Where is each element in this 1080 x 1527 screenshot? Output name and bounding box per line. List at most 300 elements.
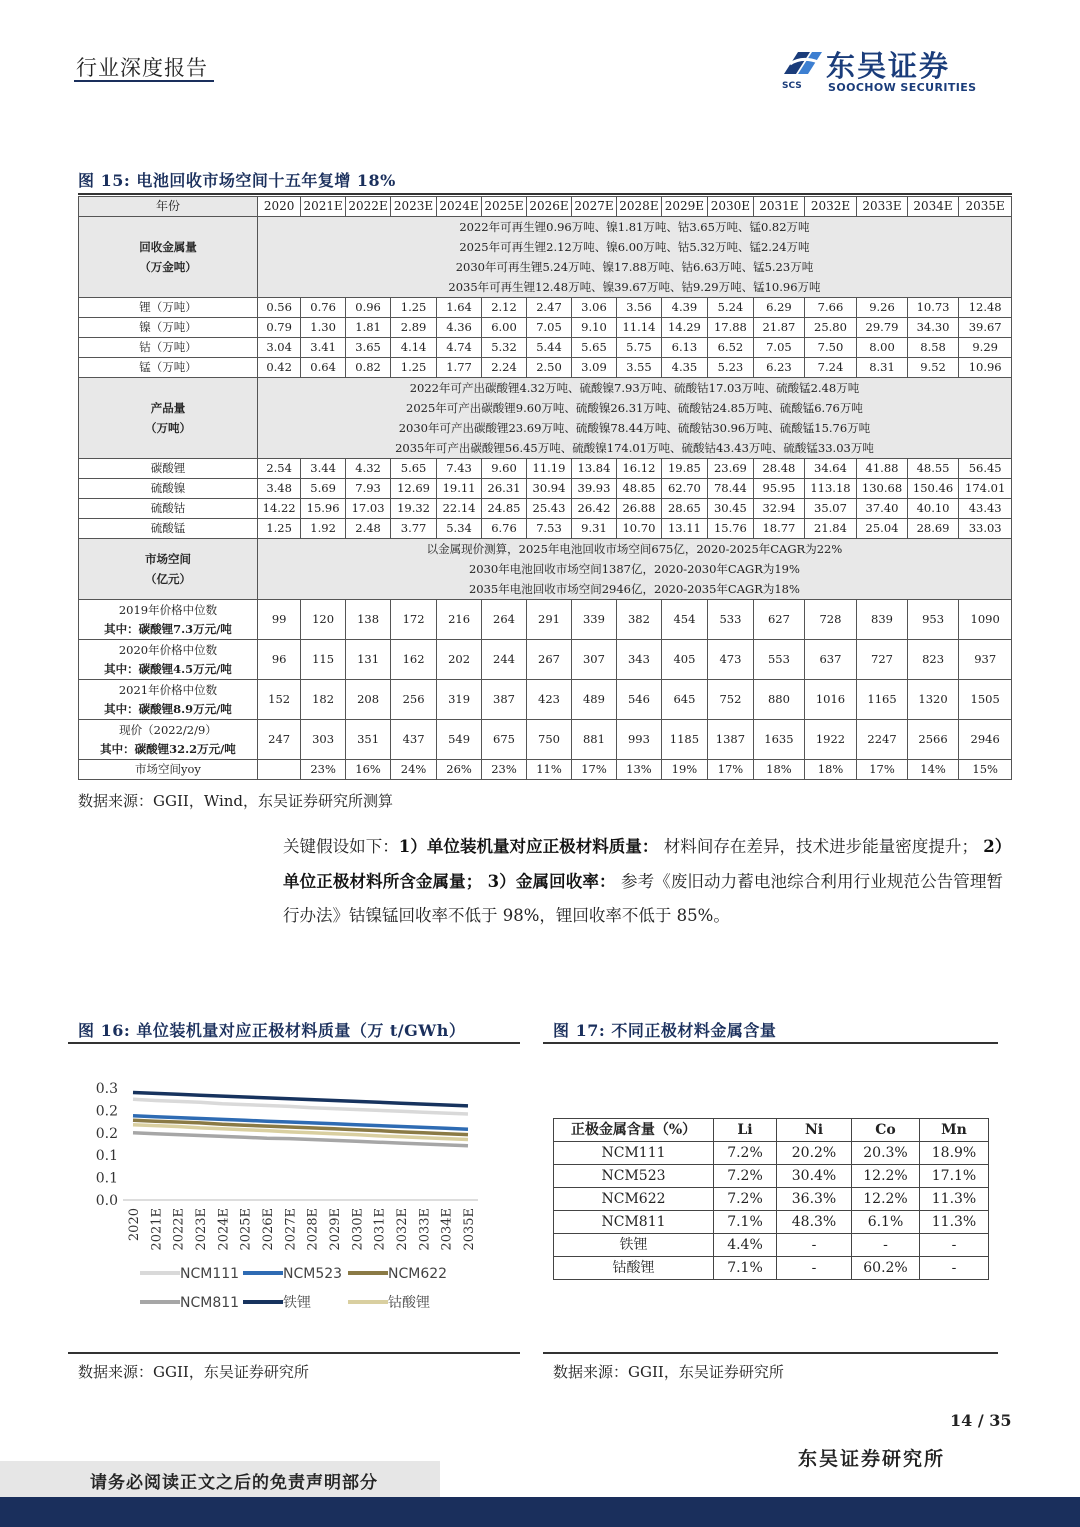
metal-row-label: 锰（万吨） [79,358,258,378]
value-cell: 17% [707,760,753,780]
yoy-label: 市场空间yoy [79,760,258,780]
value-cell: 553 [754,640,805,680]
value-cell: 8.00 [857,338,908,358]
product-label [79,378,258,459]
price-scenario-label [79,600,258,640]
value-cell: 8.31 [857,358,908,378]
value-cell: 29.79 [857,318,908,338]
price-scenario-row [79,720,1012,760]
market-notes-line: 以金属现价测算，2025年电池回收市场空间675亿，2020-2025年CAGR为22% [426,542,843,556]
recycle-notes-line: 2035年可再生锂12.48万吨、镍39.67万吨、钴9.29万吨、锰10.96万吨 [448,280,821,294]
metal-value-cell: 12.2% [852,1188,920,1211]
value-cell: 3.41 [301,338,345,358]
value-cell: 7.05 [526,318,571,338]
value-cell: 244 [482,640,526,680]
metal-value-cell: 48.3% [777,1211,852,1234]
value-cell: 25.80 [804,318,857,338]
value-cell: 48.55 [907,459,959,479]
value-cell: 21.87 [754,318,805,338]
product-notes-line: 2025年可产出碳酸锂9.60万吨、硫酸镍26.31万吨、硫酸钴24.85万吨、硫酸锰6.76万吨 [406,401,863,415]
footer-bar [0,1497,1080,1527]
value-cell: 319 [436,680,481,720]
value-cell: 2.48 [345,519,390,539]
value-cell: 7.53 [526,519,571,539]
value-cell: 13% [616,760,661,780]
value-cell: 1185 [662,720,707,760]
value-cell: 26.31 [482,479,526,499]
market-notes-line: 2030年电池回收市场空间1387亿，2020-2030年CAGR为19% [468,562,800,576]
value-cell: 0.64 [301,358,345,378]
year-header-cell: 2023E [391,197,436,217]
metal-value-cell: 7.2% [714,1165,777,1188]
fig15-title: 图 15: 电池回收市场空间十五年复增 18% [78,171,396,190]
value-cell: 0.96 [345,298,390,318]
metal-value-cell: - [920,1257,989,1280]
value-cell: 10.96 [959,358,1012,378]
logo-chinese-name: 东吴证券 [826,49,951,83]
value-cell: 5.24 [707,298,753,318]
value-cell: 3.65 [345,338,390,358]
value-cell: 5.32 [482,338,526,358]
cathode-mass-line-chart [78,1070,518,1320]
value-cell: 5.75 [616,338,661,358]
y-tick-label: 0.2 [95,1125,118,1142]
x-tick-label: 2035E [462,1208,477,1251]
value-cell: 26.42 [572,499,616,519]
value-cell: 4.39 [662,298,707,318]
value-cell: 11.19 [526,459,571,479]
x-tick-label: 2028E [305,1208,321,1251]
metal-value-cell: 11.3% [920,1188,989,1211]
value-cell: 26.88 [616,499,661,519]
value-cell: 14.22 [257,499,300,519]
product-row-label: 硫酸镍 [79,479,258,499]
fig15-rule [78,193,1012,195]
metal-value-cell: - [852,1234,920,1257]
fig16-rule [68,1042,520,1044]
value-cell: 28.65 [662,499,707,519]
price-scenario-label [79,720,258,760]
value-cell: 4.36 [436,318,481,338]
value-cell: 1922 [804,720,857,760]
value-cell: 1016 [804,680,857,720]
value-cell: 1.25 [391,358,436,378]
value-cell: 343 [616,640,661,680]
value-cell: 131 [345,640,390,680]
price-scenario-label [79,640,258,680]
value-cell: 5.65 [572,338,616,358]
value-cell: 351 [345,720,390,760]
x-tick-label: 2027E [283,1208,299,1251]
value-cell: 3.56 [616,298,661,318]
metal-value-cell: 17.1% [920,1165,989,1188]
value-cell: 1090 [959,600,1012,640]
value-cell: 24% [391,760,436,780]
price-scenario-li-price: 其中：碳酸锂32.2万元/吨 [100,741,236,756]
value-cell: 13.11 [662,519,707,539]
value-cell: 0.82 [345,358,390,378]
value-cell: 5.65 [391,459,436,479]
yoy-row [79,760,1012,780]
value-cell: 4.32 [345,459,390,479]
price-scenario-li-price: 其中：碳酸锂7.3万元/吨 [104,621,232,636]
value-cell: 182 [301,680,345,720]
value-cell: 78.44 [707,479,753,499]
value-cell: 172 [391,600,436,640]
value-cell: 62.70 [662,479,707,499]
price-scenario-li-price: 其中：碳酸锂4.5万元/吨 [104,661,232,676]
value-cell: 5.23 [707,358,753,378]
value-cell: 99 [257,600,300,640]
value-cell: 5.44 [526,338,571,358]
value-cell: 7.43 [436,459,481,479]
x-tick-label: 2023E [194,1208,209,1251]
value-cell: 21.84 [804,519,857,539]
value-cell: 150.46 [907,479,959,499]
product-notes [257,378,1011,459]
product-row [79,499,1012,519]
recycle-notes-line: 2030年可再生锂5.24万吨、镍17.88万吨、钴6.63万吨、锰5.23万吨 [455,260,814,274]
metal-row-label: NCM811 [554,1211,714,1234]
x-tick-label: 2030E [350,1208,366,1251]
value-cell: 1.30 [301,318,345,338]
value-cell: 4.14 [391,338,436,358]
value-cell: 30.94 [526,479,571,499]
value-cell: 113.18 [804,479,857,499]
value-cell: 17% [857,760,908,780]
value-cell: 15% [959,760,1012,780]
value-cell: 1.64 [436,298,481,318]
value-cell: 3.55 [616,358,661,378]
value-cell: 627 [754,600,805,640]
value-cell: 152 [257,680,300,720]
value-cell: 1320 [907,680,959,720]
value-cell: 23.69 [707,459,753,479]
metal-row-label: 钴酸锂 [554,1257,714,1280]
value-cell: 11% [526,760,571,780]
value-cell: 1.77 [436,358,481,378]
value-cell: 7.50 [804,338,857,358]
value-cell: 208 [345,680,390,720]
value-cell: 19.85 [662,459,707,479]
value-cell: 162 [391,640,436,680]
value-cell: 3.09 [572,358,616,378]
value-cell: 18% [754,760,805,780]
product-notes-line: 2030年可产出碳酸锂23.69万吨、硫酸镍78.44万吨、硫酸钴30.96万吨、硫酸锰15.76万吨 [398,421,871,435]
product-row-label: 硫酸锰 [79,519,258,539]
value-cell: 4.74 [436,338,481,358]
value-cell: 96 [257,640,300,680]
legend-label: NCM811 [180,1295,240,1311]
value-cell: 35.07 [804,499,857,519]
value-cell: 43.43 [959,499,1012,519]
metal-row-label: 锂（万吨） [79,298,258,318]
value-cell: 138 [345,600,390,640]
metal-row-label: NCM622 [554,1188,714,1211]
value-cell: 174.01 [959,479,1012,499]
value-cell: 10.73 [907,298,959,318]
value-cell: 953 [907,600,959,640]
value-cell: 216 [436,600,481,640]
value-cell: 34.64 [804,459,857,479]
fig15-source: 数据来源：GGII，Wind，东吴证券研究所测算 [78,792,394,810]
value-cell: 387 [482,680,526,720]
para-bold-2: 2）单位正极材料所含金属量； [283,837,1004,891]
price-scenario-li-price: 其中：碳酸锂8.9万元/吨 [104,701,232,716]
metal-row-label: NCM111 [554,1142,714,1165]
x-tick-label: 2032E [395,1208,410,1251]
series-line [133,1099,468,1114]
value-cell: 16% [345,760,390,780]
value-cell: 18.77 [754,519,805,539]
series-line [133,1133,468,1146]
product-notes-row [79,378,1012,459]
value-cell: 39.67 [959,318,1012,338]
value-cell: 22.14 [436,499,481,519]
para-intro: 关键假设如下： [283,837,399,856]
value-cell: 40.10 [907,499,959,519]
metal-header-row [554,1119,989,1142]
value-cell: 5.34 [436,519,481,539]
value-cell: 880 [754,680,805,720]
value-cell: 9.52 [907,358,959,378]
value-cell: 9.26 [857,298,908,318]
year-header-cell: 2032E [804,197,857,217]
legend-label: 钴酸锂 [388,1295,430,1311]
value-cell: 339 [572,600,616,640]
year-header-cell: 2021E [301,197,345,217]
y-tick-label: 0.1 [95,1148,118,1165]
value-cell: 23% [301,760,345,780]
value-cell [257,760,300,780]
year-header-cell: 2020 [257,197,300,217]
value-cell: 19.11 [436,479,481,499]
y-tick-label: 0.0 [95,1193,118,1209]
para-bold-1: 1）单位装机量对应正极材料质量： [398,837,659,856]
value-cell: 15.76 [707,519,753,539]
price-scenario-row [79,680,1012,720]
market-label-line: 市场空间 [144,552,191,566]
value-cell: 881 [572,720,616,760]
metal-value-cell: 7.1% [714,1211,777,1234]
metal-row [554,1257,989,1280]
value-cell: 307 [572,640,616,680]
value-cell: 95.95 [754,479,805,499]
value-cell: 56.45 [959,459,1012,479]
value-cell: 1.25 [257,519,300,539]
metal-row-label: 铁锂 [554,1234,714,1257]
metal-value-cell: 60.2% [852,1257,920,1280]
product-row-label: 硫酸钴 [79,499,258,519]
value-cell: 7.24 [804,358,857,378]
year-header-cell: 2025E [482,197,526,217]
value-cell: 9.60 [482,459,526,479]
value-cell: 3.48 [257,479,300,499]
year-header-cell: 2029E [662,197,707,217]
value-cell: 5.69 [301,479,345,499]
value-cell: 9.29 [959,338,1012,358]
value-cell: 291 [526,600,571,640]
value-cell: 48.85 [616,479,661,499]
value-cell: 24.85 [482,499,526,519]
fig17-source: 数据来源：GGII，东吴证券研究所 [553,1363,784,1381]
value-cell: 13.84 [572,459,616,479]
y-tick-label: 0.1 [95,1170,118,1187]
para-text-1: 材料间存在差异，技术进步能量密度提升； [663,837,978,856]
metal-header-cell: Ni [777,1119,852,1142]
series-line [133,1093,468,1106]
price-scenario-label [79,680,258,720]
value-cell: 489 [572,680,616,720]
value-cell: 4.35 [662,358,707,378]
value-cell: 11.14 [616,318,661,338]
value-cell: 7.66 [804,298,857,318]
value-cell: 1165 [857,680,908,720]
value-cell: 12.69 [391,479,436,499]
value-cell: 645 [662,680,707,720]
value-cell: 264 [482,600,526,640]
metal-row [79,358,1012,378]
product-notes-line: 2035年可产出碳酸锂56.45万吨、硫酸镍174.01万吨、硫酸钴43.43万吨、硫酸锰33.03万吨 [395,441,874,455]
company-logo [780,48,995,96]
price-scenario-name: 2019年价格中位数 [118,602,218,617]
recycle-notes-row [79,217,1012,298]
value-cell: 6.00 [482,318,526,338]
assumptions-paragraph [283,830,1003,934]
metal-row [79,318,1012,338]
legend-label: NCM523 [283,1266,343,1282]
metal-value-cell: 4.4% [714,1234,777,1257]
value-cell: 17% [572,760,616,780]
value-cell: 1635 [754,720,805,760]
value-cell: 2247 [857,720,908,760]
x-tick-label: 2021E [149,1208,165,1251]
value-cell: 14% [907,760,959,780]
value-cell: 16.12 [616,459,661,479]
value-cell: 28.69 [907,519,959,539]
value-cell: 437 [391,720,436,760]
value-cell: 28.48 [754,459,805,479]
value-cell: 115 [301,640,345,680]
fig17-rule [543,1042,998,1044]
x-tick-label: 2022E [171,1208,187,1251]
value-cell: 382 [616,600,661,640]
recycle-notes-line: 2025年可再生锂2.12万吨、镍6.00万吨、钴5.32万吨、锰2.24万吨 [459,240,810,254]
value-cell: 1505 [959,680,1012,720]
metal-value-cell: 7.1% [714,1257,777,1280]
price-scenario-name: 现价（2022/2/9） [119,722,217,737]
product-row-label: 碳酸锂 [79,459,258,479]
metal-value-cell: - [920,1234,989,1257]
logo-abbr: SCS [782,81,802,91]
fig16-bottom-rule [68,1352,520,1354]
value-cell: 405 [662,640,707,680]
report-type: 行业深度报告 [76,56,208,80]
market-label [79,539,258,600]
fig17-title: 图 17: 不同正极材料金属含量 [553,1021,777,1040]
year-header-cell: 2030E [707,197,753,217]
value-cell: 0.76 [301,298,345,318]
value-cell: 10.70 [616,519,661,539]
para-bold-3: 3）金属回收率： [487,871,616,891]
metal-row-label: NCM523 [554,1165,714,1188]
logo-mark-icon [780,48,824,80]
metal-header-cell: Mn [920,1119,989,1142]
value-cell: 454 [662,600,707,640]
value-cell: 41.88 [857,459,908,479]
market-notes [257,539,1011,600]
value-cell: 546 [616,680,661,720]
metal-header-cell: Co [852,1119,920,1142]
value-cell: 3.04 [257,338,300,358]
value-cell: 25.04 [857,519,908,539]
metal-value-cell: 20.2% [777,1142,852,1165]
value-cell: 473 [707,640,753,680]
legend-label: 铁锂 [283,1295,311,1311]
year-header-cell: 2027E [572,197,616,217]
value-cell: 2.89 [391,318,436,338]
metal-row [554,1234,989,1257]
year-header-cell: 2033E [857,197,908,217]
price-scenario-name: 2021年价格中位数 [118,682,218,697]
metal-row [554,1165,989,1188]
year-header-cell: 2034E [907,197,959,217]
metal-value-cell: - [777,1234,852,1257]
value-cell: 7.05 [754,338,805,358]
metal-row [554,1211,989,1234]
recycle-label-line: 回收金属量 [139,240,197,254]
value-cell: 37.40 [857,499,908,519]
legend-label: NCM111 [180,1266,240,1282]
value-cell: 19.32 [391,499,436,519]
page-number: 14 / 35 [950,1411,1012,1430]
value-cell: 6.23 [754,358,805,378]
value-cell: 728 [804,600,857,640]
metal-row [79,298,1012,318]
product-row [79,459,1012,479]
price-scenario-row [79,640,1012,680]
metal-value-cell: 30.4% [777,1165,852,1188]
year-header-cell: 2024E [436,197,481,217]
value-cell: 2.47 [526,298,571,318]
metal-row-label: 钴（万吨） [79,338,258,358]
footer-org: 东吴证券研究所 [798,1448,946,1470]
recycle-label-line: （万金吨） [139,260,197,274]
header-underline [74,80,214,82]
metal-value-cell: 7.2% [714,1142,777,1165]
product-row [79,479,1012,499]
metal-row [554,1142,989,1165]
price-scenario-name: 2020年价格中位数 [118,642,218,657]
value-cell: 34.30 [907,318,959,338]
metal-value-cell: 20.3% [852,1142,920,1165]
metal-value-cell: - [777,1257,852,1280]
value-cell: 2566 [907,720,959,760]
disclaimer-text: 请务必阅读正文之后的免责声明部分 [90,1473,378,1493]
fig16-title: 图 16: 单位装机量对应正极材料质量（万 t/GWh） [78,1021,466,1040]
value-cell: 8.58 [907,338,959,358]
value-cell: 14.29 [662,318,707,338]
metal-row-label: 镍（万吨） [79,318,258,338]
market-label-line: （亿元） [144,572,191,586]
value-cell: 533 [707,600,753,640]
metal-value-cell: 11.3% [920,1211,989,1234]
value-cell: 17.03 [345,499,390,519]
x-tick-label: 2020 [127,1208,142,1242]
value-cell: 0.56 [257,298,300,318]
battery-recycling-table [78,196,1012,780]
value-cell: 256 [391,680,436,720]
